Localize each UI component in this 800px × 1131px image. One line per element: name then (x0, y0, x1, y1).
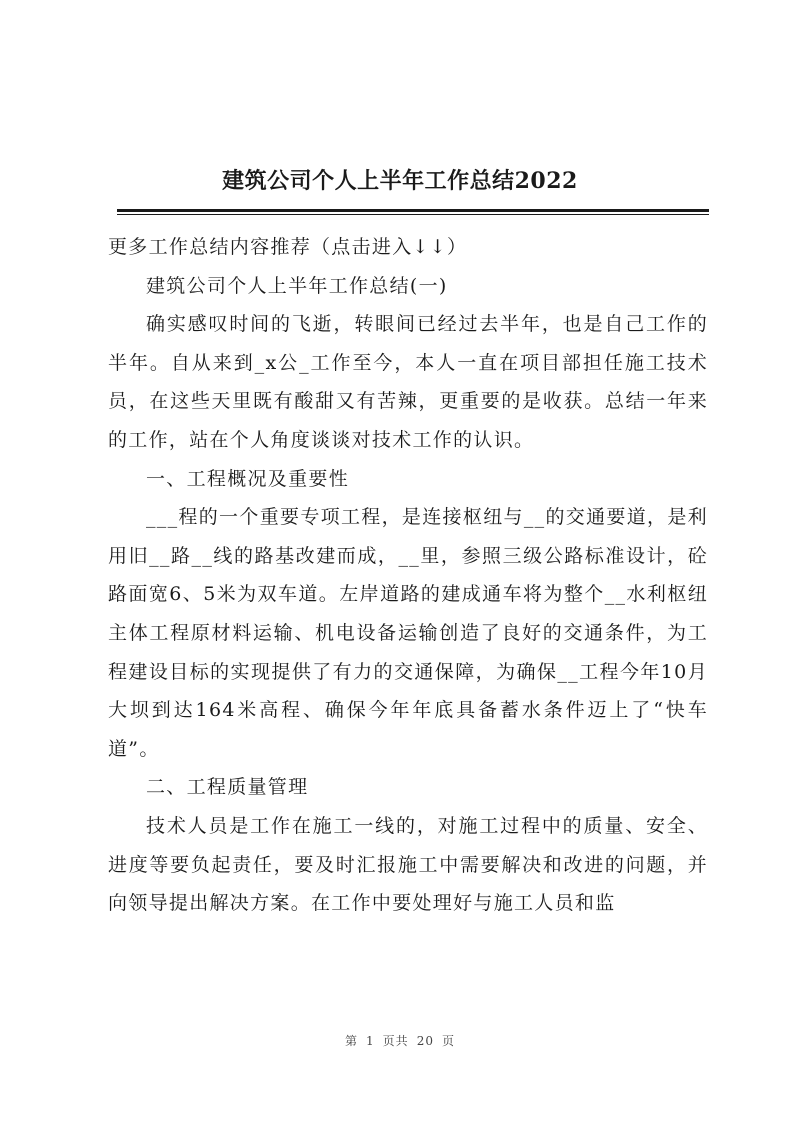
more-content-link[interactable]: 更多工作总结内容推荐（点击进入↓↓） (108, 236, 468, 258)
footer-suffix: 页 (441, 1034, 455, 1048)
paragraph: 确实感叹时间的飞逝，转眼间已经过去半年，也是自己工作的半年。自从来到_x公_工作至今，本人一直在项目部担任施工技术员，在这些天里既有酸甜又有苦辣，更重要的是收获。总结一年来的工作，站在个人角度谈谈对技术工作的认识。 (108, 313, 708, 451)
document-title: 建筑公司个人上半年工作总结2022 (222, 168, 578, 194)
title-divider-thick (117, 209, 709, 212)
footer-prefix: 第 (345, 1034, 359, 1048)
section-heading: 二、工程质量管理 (146, 776, 309, 799)
section-heading: 一、工程概况及重要性 (146, 467, 350, 490)
title-divider-thin (117, 214, 709, 215)
paragraph: ___程的一个重要专项工程，是连接枢纽与__的交通要道，是利用旧__路__线的路基改建而成，__里，参照三级公路标准设计，砼路面宽6、5米为双车道。左岸道路的建成通车将为整个__水利枢纽主体工程原材料运输、机电设备运输创造了良好的交通条件，为工程建设目标的实现提供了有力的交通保障，为确保__工程今年10月大坝到达164米高程、确保今年年底具备蓄水条件迈上了“快车道”。 (108, 506, 708, 760)
footer-total-pages: 20 (416, 1034, 434, 1048)
paragraph: 技术人员是工作在施工一线的，对施工过程中的质量、安全、进度等要负起责任，要及时汇报施工中需要解决和改进的问题，并向领导提出解决方案。在工作中要处理好与施工人员和监 (108, 814, 708, 915)
page-footer (0, 1032, 800, 1049)
document-body (108, 228, 708, 923)
footer-page-number: 1 (366, 1034, 375, 1048)
footer-middle: 页共 (382, 1034, 409, 1048)
section-subtitle: 建筑公司个人上半年工作总结(一) (146, 274, 448, 297)
